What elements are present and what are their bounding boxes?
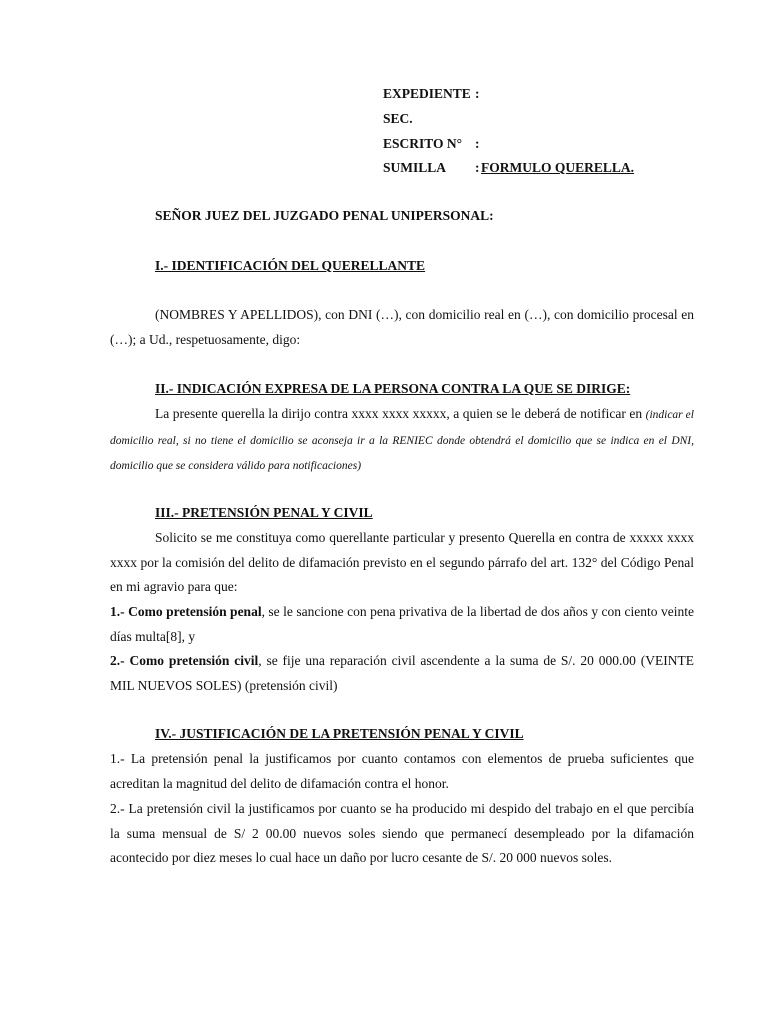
- header-expediente: [383, 86, 481, 102]
- sec-label: SEC.: [383, 111, 413, 126]
- expediente-label: EXPEDIENTE: [383, 86, 471, 101]
- section3-item1-text: , se le sancione con pena privativa de la libertad de dos años y con ciento veinte días multa[8], y: [110, 604, 694, 644]
- section1-heading: I.- IDENTIFICACIÓN DEL QUERELLANTE: [155, 258, 426, 273]
- section2-heading-colon: :: [625, 381, 631, 396]
- section4-heading: IV.- JUSTIFICACIÓN DE LA PRETENSIÓN PENAL Y CIVIL: [155, 726, 524, 741]
- section3-item2-text: , se fije una reparación civil ascendente a la suma de S/. 20 000.00 (VEINTE MIL NUEVOS SOLES) (pretensión civil): [110, 653, 694, 693]
- section3-item1: [110, 600, 694, 649]
- section1-paragraph: [110, 303, 694, 352]
- header-sumilla: [383, 160, 634, 176]
- section2-italic-note: (indicar el domicilio real, si no tiene el domicilio se aconseja ir a la RENIEC donde obtendrá el domicilio que se indica en el DNI, domicilio que se considera válido para notificaciones): [110, 409, 694, 472]
- sumilla-colon: :: [475, 160, 480, 175]
- section3-paragraph: [110, 526, 694, 600]
- section2-text: La presente querella la dirijo contra xxxx xxxx xxxxx, a quien se le deberá de notificar en: [155, 406, 646, 421]
- escrito-label: ESCRITO N°: [383, 136, 463, 151]
- expediente-colon: :: [475, 86, 480, 101]
- escrito-colon: :: [475, 136, 480, 151]
- addressee: SEÑOR JUEZ DEL JUZGADO PENAL UNIPERSONAL:: [155, 208, 494, 223]
- sumilla-value: FORMULO QUERELLA.: [481, 160, 635, 175]
- section2-paragraph: [110, 402, 694, 479]
- header-sec: [383, 111, 475, 127]
- section3-item2-bold: 2.- Como pretensión civil: [110, 653, 259, 668]
- section4-item1: 1.- La pretensión penal la justificamos por cuanto contamos con elementos de prueba suficientes que acreditan la magnitud del delito de difamación contra el honor.: [110, 751, 694, 791]
- header-escrito: [383, 136, 481, 152]
- section3-text: Solicito se me constituya como querellante particular y presento Querella en contra de xxxxx xxxx xxxx por la comisión del delito de difamación previsto en el segundo párrafo del art. 132° del Código Penal en mi agravio para que:: [110, 530, 694, 594]
- section2-heading-line: [155, 381, 630, 397]
- section2-heading: II.- INDICACIÓN EXPRESA DE LA PERSONA CONTRA LA QUE SE DIRIGE: [155, 381, 626, 396]
- section3-item2: [110, 649, 694, 698]
- section1-text: (NOMBRES Y APELLIDOS), con DNI (…), con domicilio real en (…), con domicilio procesal en (…); a Ud., respetuosamente, digo:: [110, 307, 694, 347]
- section3-heading: III.- PRETENSIÓN PENAL Y CIVIL: [155, 505, 373, 520]
- sumilla-label: SUMILLA: [383, 160, 447, 175]
- section4-item2: 2.- La pretensión civil la justificamos por cuanto se ha producido mi despido del trabajo en el que percibía la suma mensual de S/ 2 00.00 nuevos soles siendo que permanecí desempleado por la difamación acontecido por diez meses lo cual hace un daño por lucro cesante de S/. 20 000 nuevos soles.: [110, 801, 694, 865]
- section3-item1-bold: 1.- Como pretensión penal: [110, 604, 262, 619]
